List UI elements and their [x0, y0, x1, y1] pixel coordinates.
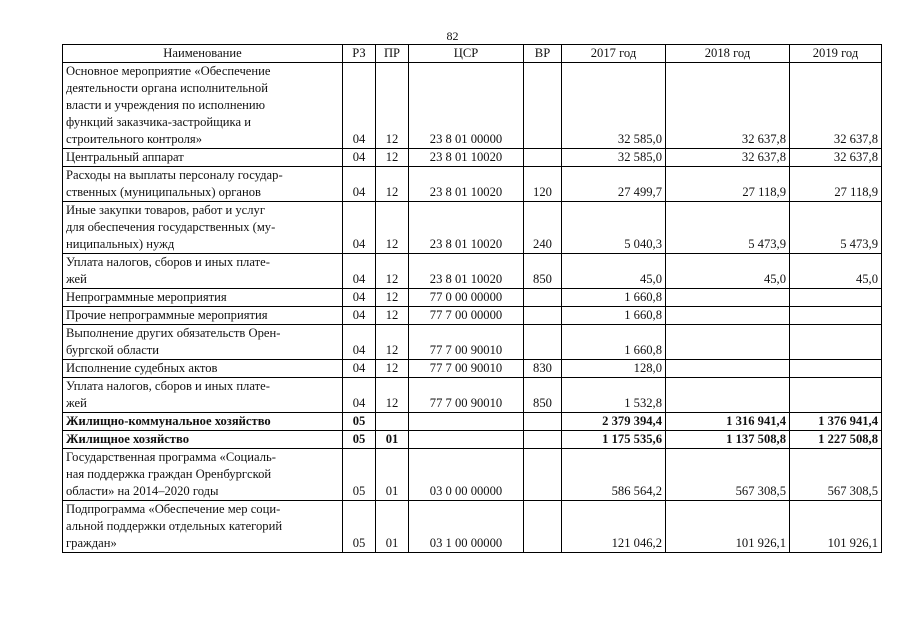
cell-csr: 77 7 00 90010	[409, 360, 524, 378]
cell-csr: 23 8 01 00000	[409, 63, 524, 149]
column-header-csr: ЦСР	[409, 45, 524, 63]
cell-rz: 04	[343, 307, 376, 325]
cell-2018	[666, 307, 790, 325]
cell-2018	[666, 289, 790, 307]
table-row	[63, 167, 882, 202]
cell-2018: 567 308,5	[666, 449, 790, 501]
cell-2019: 32 637,8	[790, 63, 882, 149]
page-number: 82	[446, 29, 459, 43]
cell-csr: 77 7 00 90010	[409, 325, 524, 360]
cell-2019: 1 376 941,4	[790, 413, 882, 431]
cell-2017: 586 564,2	[562, 449, 666, 501]
column-header-2017: 2017 год	[562, 45, 666, 63]
column-header-name: Наименование	[63, 45, 343, 63]
cell-name: Уплата налогов, сборов и иных плате- жей	[63, 254, 343, 289]
cell-rz: 04	[343, 149, 376, 167]
cell-2018	[666, 360, 790, 378]
cell-vr	[524, 289, 562, 307]
cell-name: Непрограммные мероприятия	[63, 289, 343, 307]
cell-rz: 05	[343, 501, 376, 553]
cell-vr: 120	[524, 167, 562, 202]
cell-2017: 1 660,8	[562, 325, 666, 360]
cell-pr: 12	[376, 289, 409, 307]
cell-name: Подпрограмма «Обеспечение мер соци- альной поддержки отдельных категорий граждан»	[63, 501, 343, 553]
cell-rz: 05	[343, 449, 376, 501]
table-row	[63, 378, 882, 413]
cell-csr: 23 8 01 10020	[409, 167, 524, 202]
cell-2019: 1 227 508,8	[790, 431, 882, 449]
cell-vr	[524, 149, 562, 167]
cell-vr	[524, 63, 562, 149]
cell-csr: 23 8 01 10020	[409, 254, 524, 289]
budget-table	[62, 44, 882, 553]
cell-rz: 04	[343, 63, 376, 149]
cell-2018	[666, 325, 790, 360]
cell-name: Жилищно-коммунальное хозяйство	[63, 413, 343, 431]
cell-name: Иные закупки товаров, работ и услуг для обеспечения государственных (му- ниципальных) нужд	[63, 202, 343, 254]
cell-2017: 32 585,0	[562, 149, 666, 167]
cell-vr	[524, 501, 562, 553]
column-header-2019: 2019 год	[790, 45, 882, 63]
cell-csr: 03 0 00 00000	[409, 449, 524, 501]
table-body	[63, 63, 882, 553]
cell-2017: 2 379 394,4	[562, 413, 666, 431]
column-header-rz: РЗ	[343, 45, 376, 63]
cell-2018: 1 137 508,8	[666, 431, 790, 449]
table-row	[63, 360, 882, 378]
cell-rz: 05	[343, 431, 376, 449]
cell-name: Уплата налогов, сборов и иных плате- жей	[63, 378, 343, 413]
cell-2018	[666, 378, 790, 413]
cell-pr: 01	[376, 431, 409, 449]
cell-2018: 101 926,1	[666, 501, 790, 553]
cell-2019: 567 308,5	[790, 449, 882, 501]
cell-vr	[524, 413, 562, 431]
cell-pr: 01	[376, 501, 409, 553]
cell-2019	[790, 378, 882, 413]
table-row	[63, 63, 882, 149]
cell-2019: 32 637,8	[790, 149, 882, 167]
cell-pr: 12	[376, 325, 409, 360]
cell-csr: 03 1 00 00000	[409, 501, 524, 553]
cell-vr	[524, 431, 562, 449]
cell-csr	[409, 431, 524, 449]
cell-name: Центральный аппарат	[63, 149, 343, 167]
table-row	[63, 307, 882, 325]
table-row	[63, 325, 882, 360]
cell-rz: 04	[343, 325, 376, 360]
cell-2017: 128,0	[562, 360, 666, 378]
table-row	[63, 449, 882, 501]
cell-2017: 27 499,7	[562, 167, 666, 202]
cell-2019: 27 118,9	[790, 167, 882, 202]
cell-vr: 830	[524, 360, 562, 378]
cell-2018: 32 637,8	[666, 63, 790, 149]
cell-2017: 1 660,8	[562, 307, 666, 325]
cell-2017: 45,0	[562, 254, 666, 289]
cell-rz: 04	[343, 289, 376, 307]
cell-2019	[790, 360, 882, 378]
cell-csr: 77 0 00 00000	[409, 289, 524, 307]
cell-2017: 1 532,8	[562, 378, 666, 413]
column-header-2018: 2018 год	[666, 45, 790, 63]
cell-2019: 5 473,9	[790, 202, 882, 254]
cell-csr: 77 7 00 00000	[409, 307, 524, 325]
cell-vr: 850	[524, 378, 562, 413]
cell-csr: 77 7 00 90010	[409, 378, 524, 413]
cell-pr: 12	[376, 360, 409, 378]
cell-name: Прочие непрограммные мероприятия	[63, 307, 343, 325]
column-header-vr: ВР	[524, 45, 562, 63]
cell-pr: 12	[376, 202, 409, 254]
table-row	[63, 202, 882, 254]
cell-rz: 04	[343, 254, 376, 289]
cell-2018: 1 316 941,4	[666, 413, 790, 431]
cell-pr: 12	[376, 378, 409, 413]
column-header-pr: ПР	[376, 45, 409, 63]
cell-pr: 12	[376, 63, 409, 149]
cell-name: Жилищное хозяйство	[63, 431, 343, 449]
cell-2017: 5 040,3	[562, 202, 666, 254]
cell-rz: 04	[343, 378, 376, 413]
cell-rz: 04	[343, 167, 376, 202]
cell-vr	[524, 325, 562, 360]
header-row	[63, 45, 882, 63]
cell-2017: 1 175 535,6	[562, 431, 666, 449]
table-row	[63, 431, 882, 449]
cell-vr	[524, 449, 562, 501]
cell-2019: 45,0	[790, 254, 882, 289]
cell-2018: 32 637,8	[666, 149, 790, 167]
cell-csr: 23 8 01 10020	[409, 202, 524, 254]
table-row	[63, 501, 882, 553]
cell-rz: 04	[343, 360, 376, 378]
cell-name: Государственная программа «Социаль- ная поддержка граждан Оренбургской области» на 2014–2020 годы	[63, 449, 343, 501]
cell-csr	[409, 413, 524, 431]
cell-2017: 1 660,8	[562, 289, 666, 307]
cell-pr: 01	[376, 449, 409, 501]
cell-pr: 12	[376, 254, 409, 289]
cell-name: Выполнение других обязательств Орен- бургской области	[63, 325, 343, 360]
cell-name: Исполнение судебных актов	[63, 360, 343, 378]
table-row	[63, 289, 882, 307]
cell-2019	[790, 307, 882, 325]
cell-2018: 5 473,9	[666, 202, 790, 254]
cell-pr	[376, 413, 409, 431]
cell-pr: 12	[376, 167, 409, 202]
table-row	[63, 413, 882, 431]
table-row	[63, 149, 882, 167]
table-row	[63, 254, 882, 289]
cell-pr: 12	[376, 307, 409, 325]
cell-name: Основное мероприятие «Обеспечение деятельности органа исполнительной власти и учреждения по исполнению функций заказчика-застройщика и строительного контроля»	[63, 63, 343, 149]
cell-csr: 23 8 01 10020	[409, 149, 524, 167]
cell-name: Расходы на выплаты персоналу государ- ственных (муниципальных) органов	[63, 167, 343, 202]
cell-2017: 121 046,2	[562, 501, 666, 553]
cell-vr: 850	[524, 254, 562, 289]
cell-2018: 27 118,9	[666, 167, 790, 202]
cell-rz: 05	[343, 413, 376, 431]
cell-rz: 04	[343, 202, 376, 254]
cell-2017: 32 585,0	[562, 63, 666, 149]
cell-2019: 101 926,1	[790, 501, 882, 553]
cell-2019	[790, 289, 882, 307]
cell-2018: 45,0	[666, 254, 790, 289]
cell-vr: 240	[524, 202, 562, 254]
cell-2019	[790, 325, 882, 360]
cell-pr: 12	[376, 149, 409, 167]
cell-vr	[524, 307, 562, 325]
